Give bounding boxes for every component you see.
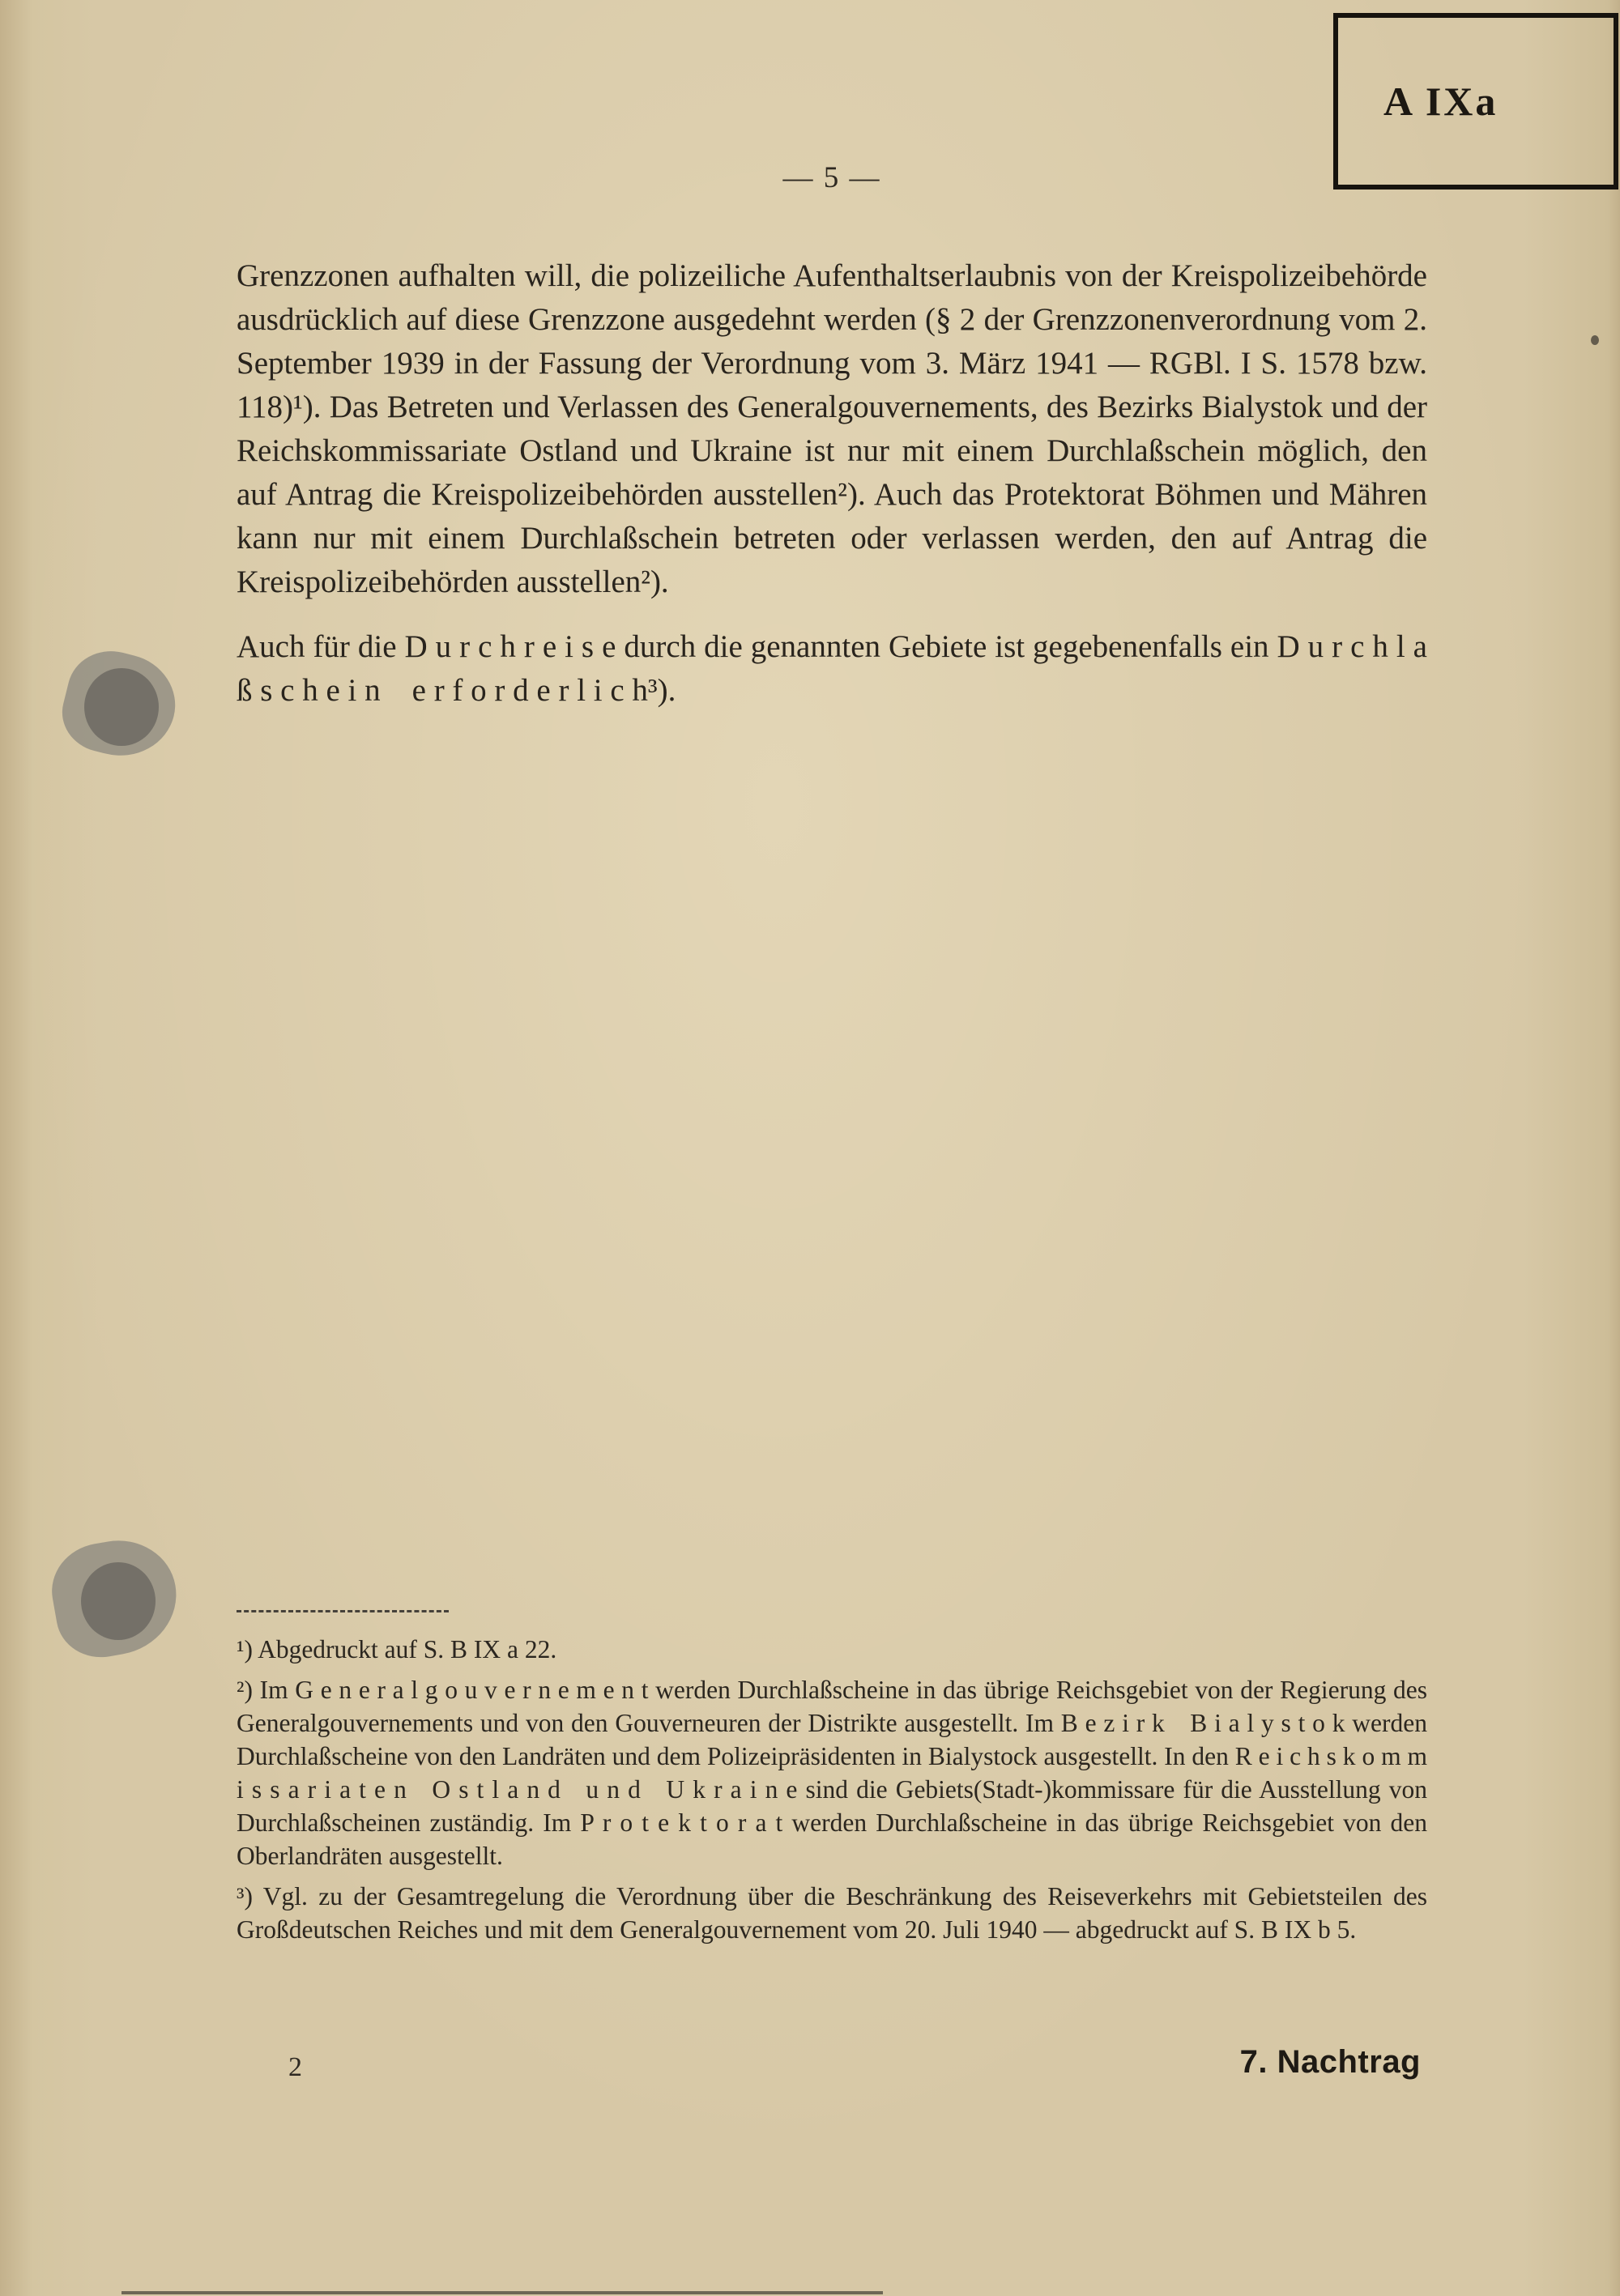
footnote-3: ³) Vgl. zu der Gesamtregelung die Verordnung über die Beschränkung des Reiseverkehrs mit Gebietsteilen des Großdeutschen Reiches und mit dem Generalgouvernement vom 20. Juli 1940 — abgedruckt auf S. B IX b 5. bbox=[237, 1882, 1427, 1944]
footnote-1: ¹) Abgedruckt auf S. B IX a 22. bbox=[237, 1635, 557, 1663]
paragraph-durchreise: Auch für die D u r c h r e i s e durch die genannten Gebiete ist gegebenenfalls ein D u r c h l a ß s c h e i n e r f o r d e r l i c h³). bbox=[237, 629, 1427, 708]
body-text bbox=[237, 254, 1427, 713]
footnote-2: ²) Im G e n e r a l g o u v e r n e m e n t werden Durchlaßscheine in das übrige Reichsgebiet von der Regierung des Generalgouvernements und von den Gouverneuren der Distrikte ausgestellt. Im B e z i r k B i a l y s t o k werden Durchlaßscheine von den Landräten und dem Polizeipräsidenten in Bialystock ausgestellt. In den R e i c h s k o m m i s s a r i a t e n O s t l a n d u n d U k r a i n e sind die Gebiets(Stadt-)kommissare für die Ausstellung von Durchlaßscheinen zuständig. Im P r o t e k t o r a t werden Durchlaßscheine in das übrige Reichsgebiet von den Oberlandräten ausgestellt. bbox=[237, 1676, 1427, 1870]
scan-edge-line bbox=[122, 2291, 883, 2294]
footnote-separator bbox=[237, 1610, 449, 1612]
paper-speck bbox=[1591, 335, 1599, 345]
section-label: A IXa bbox=[1383, 79, 1498, 124]
paragraph-main: Grenzzonen aufhalten will, die polizeiliche Aufenthaltserlaubnis von der Kreispolizeibehörde ausdrücklich auf diese Grenzzone ausgedehnt werden (§ 2 der Grenzzonenverordnung vom 2. September 1939 in der Fassung der Verordnung vom 3. März 1941 — RGBl. I S. 1578 bzw. 118)¹). Das Betreten und Verlassen des Generalgouvernements, des Bezirks Bialystok und der Reichskommissariate Ostland und Ukraine ist nur mit einem Durchlaßschein möglich, den auf Antrag die Kreispolizeibehörden ausstellen²). Auch das Protektorat Böhmen und Mähren kann nur mit einem Durchlaßschein betreten oder verlassen werden, den auf Antrag die Kreispolizeibehörden ausstellen²). bbox=[237, 258, 1427, 599]
footer-supplement-label: 7. Nachtrag bbox=[1239, 2044, 1421, 2080]
page-number: — 5 — bbox=[782, 161, 881, 194]
punch-hole-top bbox=[84, 668, 159, 746]
footer-page-ordinal: 2 bbox=[288, 2052, 302, 2082]
footnotes bbox=[237, 1633, 1427, 1946]
punch-hole-bottom bbox=[81, 1562, 156, 1640]
